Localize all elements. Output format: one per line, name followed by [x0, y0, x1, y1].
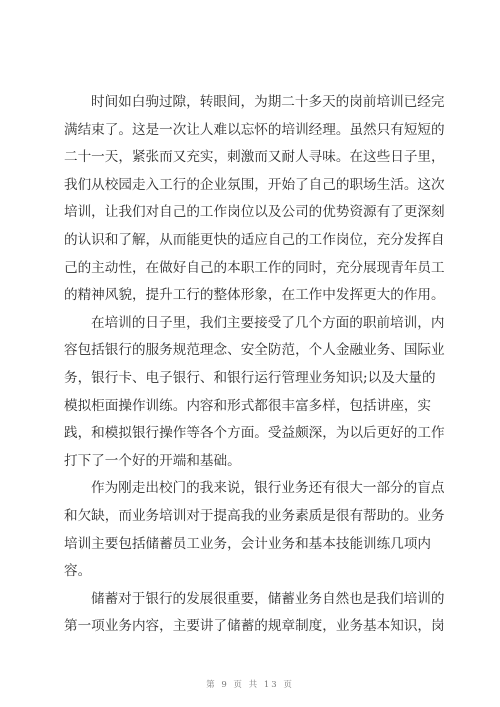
- text-line: 和欠缺，而业务培训对于提高我的业务素质是很有帮助的。业务: [64, 507, 445, 524]
- text-line: 储蓄对于银行的发展很重要，储蓄业务自然也是我们培训的: [91, 590, 445, 607]
- text-line: 时间如白驹过隙，转眼间，为期二十多天的岗前培训已经完: [91, 94, 445, 110]
- text-line: 二十一天，紧张而又充实，刺激而又耐人寻味。在这些日子里，: [64, 149, 445, 166]
- text-line: 己的主动性，在做好自己的本职工作的同时，充分展现青年员工: [64, 259, 445, 276]
- text-line: 在培训的日子里，我们主要接受了几个方面的职前培训，内: [91, 314, 445, 331]
- text-line: 培训主要包括储蓄员工业务，会计业务和基本技能训练几项内: [64, 535, 432, 552]
- text-line: 务，银行卡、电子银行、和银行运行管理业务知识;以及大量的: [64, 369, 436, 386]
- text-line: 培训，让我们对自己的工作岗位以及公司的优势资源有了更深刻: [64, 204, 445, 221]
- document-body: [64, 89, 444, 641]
- text-line: 的认识和了解，从而能更快的适应自己的工作岗位，充分发挥自: [64, 231, 445, 248]
- text-line: 模拟柜面操作训练。内容和形式都很丰富多样，包括讲座，实: [64, 397, 432, 414]
- text-line: 容。: [64, 563, 92, 580]
- text-line: 满结束了。这是一次让人难以忘怀的培训经理。虽然只有短短的: [64, 121, 445, 138]
- text-line: 第一项业务内容，主要讲了储蓄的规章制度，业务基本知识，岗: [64, 618, 445, 635]
- text-line: 打下了一个好的开端和基础。: [64, 452, 241, 469]
- page-number-footer: 第 9 页 共 13 页: [206, 680, 294, 690]
- text-line: 容包括银行的服务规范理念、安全防范，个人金融业务、国际业: [64, 342, 445, 359]
- text-line: 践，和模拟银行操作等各个方面。受益颇深，为以后更好的工作: [64, 425, 445, 442]
- text-line: 的精神风貌，提升工行的整体形象，在工作中发挥更大的作用。: [64, 287, 445, 304]
- text-line: 作为刚走出校门的我来说，银行业务还有很大一部分的盲点: [91, 480, 445, 497]
- text-line: 我们从校园走入工行的企业氛围，开始了自己的职场生活。这次: [64, 176, 445, 193]
